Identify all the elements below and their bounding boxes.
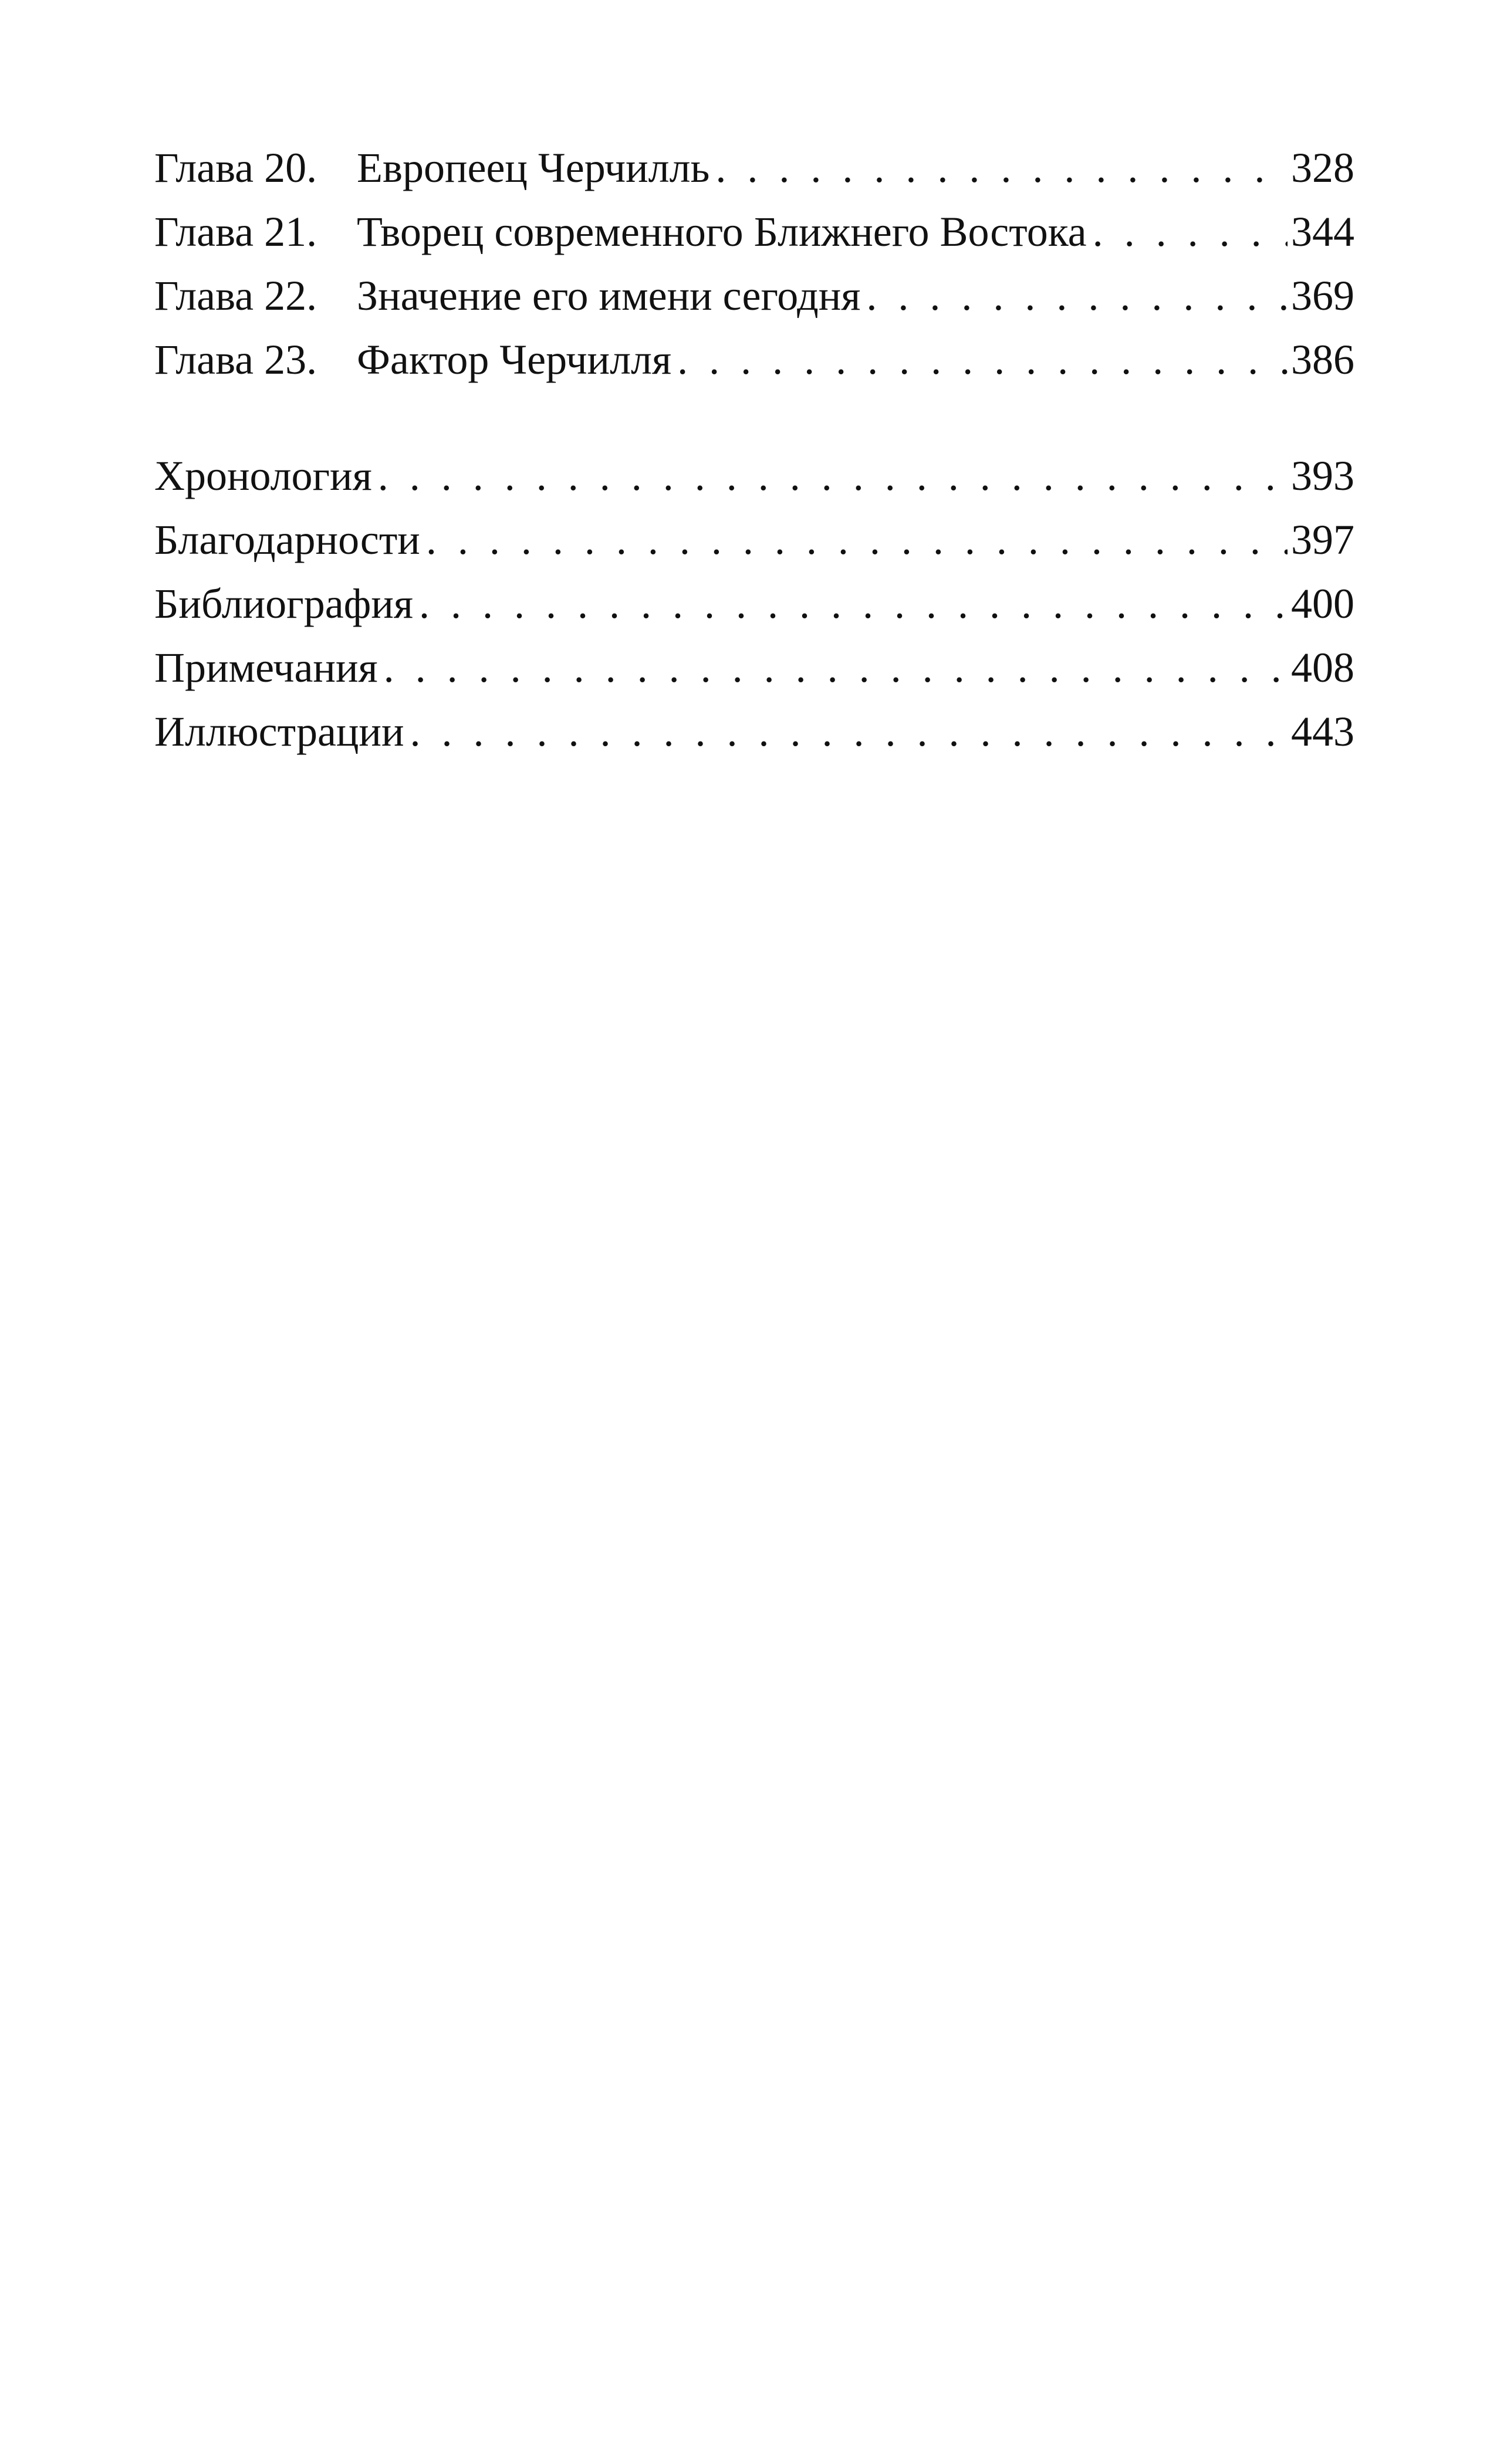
chapter-number: Глава 20. <box>154 144 317 191</box>
chapter-title: Фактор Черчилля <box>357 336 672 383</box>
page-number: 443 <box>1291 708 1354 755</box>
page-number: 408 <box>1291 644 1354 691</box>
dot-leader <box>866 264 1288 328</box>
dot-leader <box>677 328 1288 392</box>
toc-entry-chapter-21[interactable] <box>154 200 1354 264</box>
section-title: Хронология <box>154 452 372 499</box>
page-number: 328 <box>1291 144 1354 191</box>
dot-leader <box>419 572 1288 636</box>
section-title: Благодарности <box>154 516 420 563</box>
section-title: Библиография <box>154 580 413 627</box>
page-number: 344 <box>1291 208 1354 255</box>
toc-appendix-list <box>154 444 1354 764</box>
chapter-number: Глава 22. <box>154 272 317 319</box>
dot-leader <box>384 636 1288 700</box>
toc-entry-chapter-22[interactable] <box>154 264 1354 328</box>
chapter-title: Значение его имени сегодня <box>357 272 861 319</box>
page-number: 397 <box>1291 516 1354 563</box>
page-number: 393 <box>1291 452 1354 499</box>
page-number: 386 <box>1291 336 1354 383</box>
toc-entry-chronology[interactable] <box>154 444 1354 508</box>
toc-entry-acknowledgements[interactable] <box>154 508 1354 572</box>
dot-leader <box>378 444 1288 508</box>
page-number: 400 <box>1291 580 1354 627</box>
chapter-number: Глава 21. <box>154 208 317 255</box>
section-title: Примечания <box>154 644 378 691</box>
toc-entry-notes[interactable] <box>154 636 1354 700</box>
chapter-title: Европеец Черчилль <box>357 144 710 191</box>
toc-entry-chapter-23[interactable] <box>154 328 1354 392</box>
dot-leader <box>715 136 1288 200</box>
dot-leader <box>426 508 1288 572</box>
section-title: Иллюстрации <box>154 708 404 755</box>
page-number: 369 <box>1291 272 1354 319</box>
dot-leader <box>410 700 1288 764</box>
dot-leader <box>1093 200 1288 264</box>
toc-chapters-list <box>154 136 1354 392</box>
chapter-title: Творец современного Ближнего Востока <box>357 208 1087 255</box>
toc-entry-chapter-20[interactable] <box>154 136 1354 200</box>
toc-entry-bibliography[interactable] <box>154 572 1354 636</box>
chapter-number: Глава 23. <box>154 336 317 383</box>
toc-entry-illustrations[interactable] <box>154 700 1354 764</box>
